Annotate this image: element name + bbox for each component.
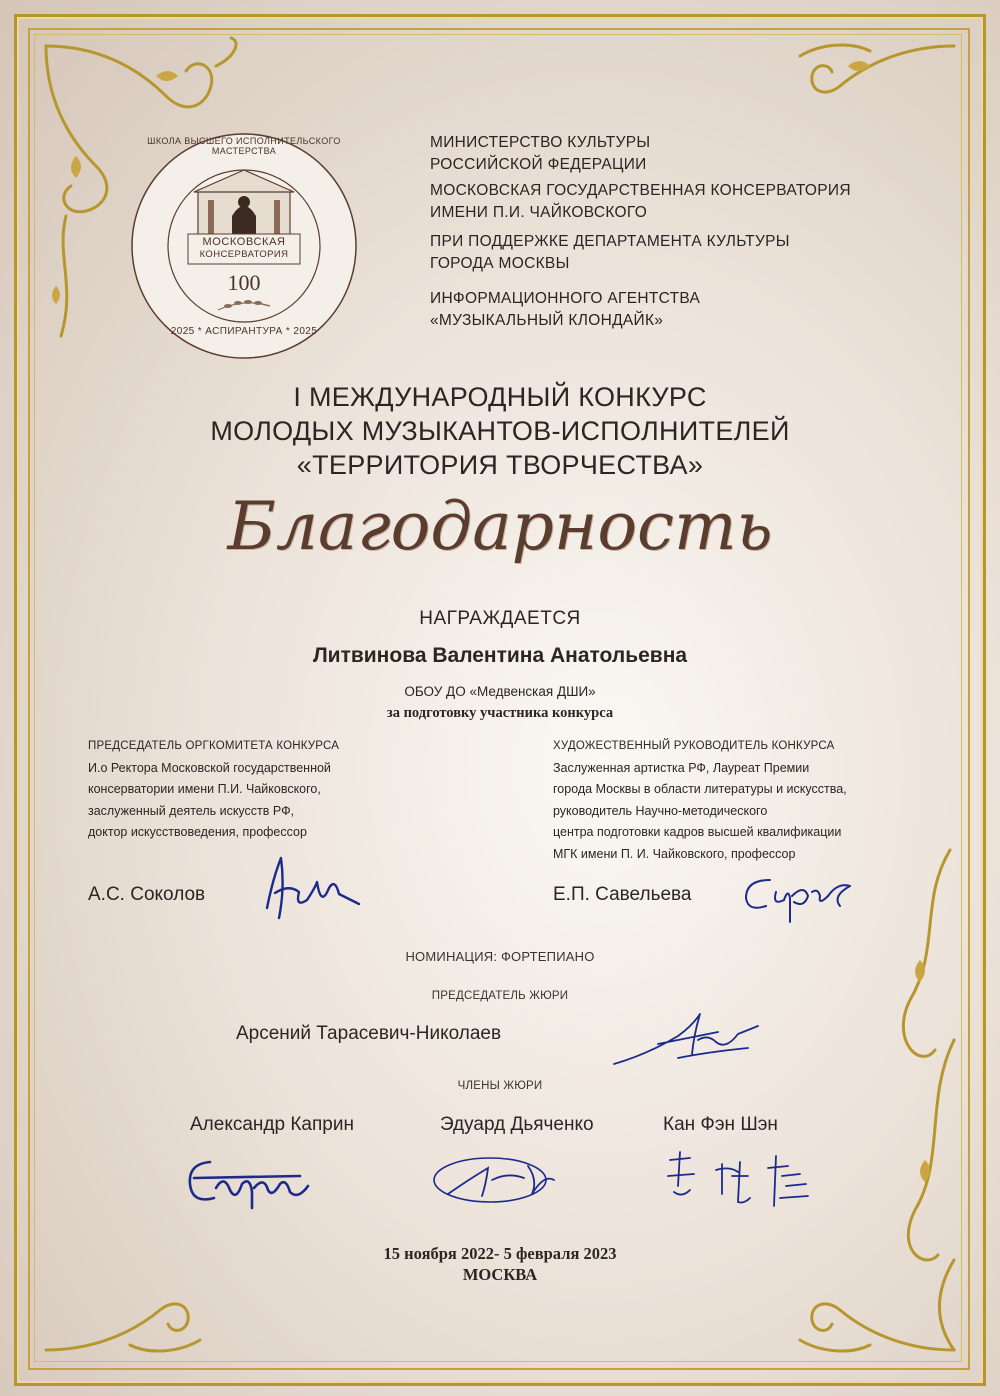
organizer-line: ПРИ ПОДДЕРЖКЕ ДЕПАРТАМЕНТА КУЛЬТУРЫ	[430, 233, 790, 250]
recipient-institution: ОБОУ ДО «Медвенская ДШИ»	[404, 684, 596, 699]
jury-chair-name: Арсений Тарасевич-Николаев	[236, 1023, 502, 1044]
jury-chair-label: ПРЕДСЕДАТЕЛЬ ЖЮРИ	[431, 990, 569, 1002]
chairman-block	[88, 736, 428, 844]
event-dates-block	[0, 1243, 1000, 1285]
organizer-line: МИНИСТЕРСТВО КУЛЬТУРЫ	[430, 134, 651, 151]
organizer-line: МОСКОВСКАЯ ГОСУДАРСТВЕННАЯ КОНСЕРВАТОРИЯ	[430, 182, 851, 199]
awarded-label: НАГРАЖДАЕТСЯ	[419, 608, 581, 629]
seal-ring-top-text: ШКОЛА ВЫСШЕГО ИСПОЛНИТЕЛЬСКОГО МАСТЕРСТВА	[147, 136, 341, 156]
contest-title-line2: МОЛОДЫХ МУЗЫКАНТОВ-ИСПОЛНИТЕЛЕЙ	[210, 416, 790, 446]
organizer-line: ИНФОРМАЦИОННОГО АГЕНТСТВА	[430, 290, 701, 307]
jury-member-signature	[428, 1150, 568, 1210]
event-dates: 15 ноября 2022- 5 февраля 2023	[383, 1244, 617, 1263]
nomination: НОМИНАЦИЯ: ФОРТЕПИАНО	[405, 949, 595, 964]
jury-member-name: Александр Каприн	[190, 1114, 354, 1135]
jury-members-label: ЧЛЕНЫ ЖЮРИ	[457, 1080, 543, 1092]
award-reason: за подготовку участника конкурса	[386, 705, 614, 721]
art-director-block	[553, 736, 913, 865]
art-director-title-line: центра подготовки кадров высшей квалификации	[553, 825, 842, 839]
organizer-conservatory	[430, 180, 950, 224]
chairman-title-line: заслуженный деятель искусств РФ,	[88, 803, 295, 818]
art-director-title-line: руководитель Научно-методического	[553, 803, 768, 818]
laurel-icon	[214, 296, 274, 314]
jury-member-signature	[180, 1148, 330, 1220]
organizer-line: «МУЗЫКАЛЬНЫЙ КЛОНДАЙК»	[430, 312, 664, 329]
contest-title-line3: «ТЕРРИТОРИЯ ТВОРЧЕСТВА»	[296, 450, 704, 480]
chairman-name: А.С. Соколов	[88, 884, 206, 905]
art-director-title-line: города Москвы в области литературы и искусства,	[553, 782, 847, 796]
chairman-signature	[255, 848, 365, 928]
organizer-culture-department	[430, 231, 950, 275]
certificate-title: Благодарность	[227, 488, 773, 565]
organizer-ministry	[430, 132, 950, 176]
jury-member-signature	[660, 1146, 820, 1218]
art-director-title-line: Заслуженная артистка РФ, Лауреат Премии	[553, 760, 810, 775]
chairman-heading: ПРЕДСЕДАТЕЛЬ ОРГКОМИТЕТА КОНКУРСА	[88, 740, 340, 752]
organizer-line: ГОРОДА МОСКВЫ	[430, 255, 570, 272]
art-director-name: Е.П. Савельева	[553, 884, 692, 905]
seal-center-line1: МОСКОВСКАЯ	[202, 236, 286, 248]
recipient-name: Литвинова Валентина Анатольевна	[312, 644, 688, 667]
organizer-news-agency	[430, 288, 950, 332]
organizer-line: ИМЕНИ П.И. ЧАЙКОВСКОГО	[430, 204, 648, 221]
chairman-title-line: И.о Ректора Московской государственной	[88, 760, 331, 775]
contest-title	[0, 380, 1000, 482]
seal-ring-bottom-text: 2025 * АСПИРАНТУРА * 2025	[170, 326, 318, 337]
event-city: МОСКВА	[462, 1265, 538, 1284]
jury-chair-signature	[608, 1004, 768, 1076]
chairman-title-line: консерватории имени П.И. Чайковского,	[88, 782, 321, 796]
seal-number: 100	[227, 270, 261, 295]
art-director-signature	[732, 862, 862, 932]
contest-title-line1: I МЕЖДУНАРОДНЫЙ КОНКУРС	[293, 382, 707, 412]
art-director-title-line: МГК имени П. И. Чайковского, профессор	[553, 846, 796, 861]
jury-member-name: Кан Фэн Шэн	[663, 1114, 778, 1135]
jury-member-name: Эдуард Дьяченко	[440, 1114, 594, 1135]
art-director-heading: ХУДОЖЕСТВЕННЫЙ РУКОВОДИТЕЛЬ КОНКУРСА	[553, 740, 835, 752]
seal-center-line2: КОНСЕРВАТОРИЯ	[199, 249, 289, 260]
chairman-title-line: доктор искусствоведения, профессор	[88, 825, 307, 839]
organizer-line: РОССИЙСКОЙ ФЕДЕРАЦИИ	[430, 156, 647, 173]
conservatory-seal	[128, 130, 360, 362]
